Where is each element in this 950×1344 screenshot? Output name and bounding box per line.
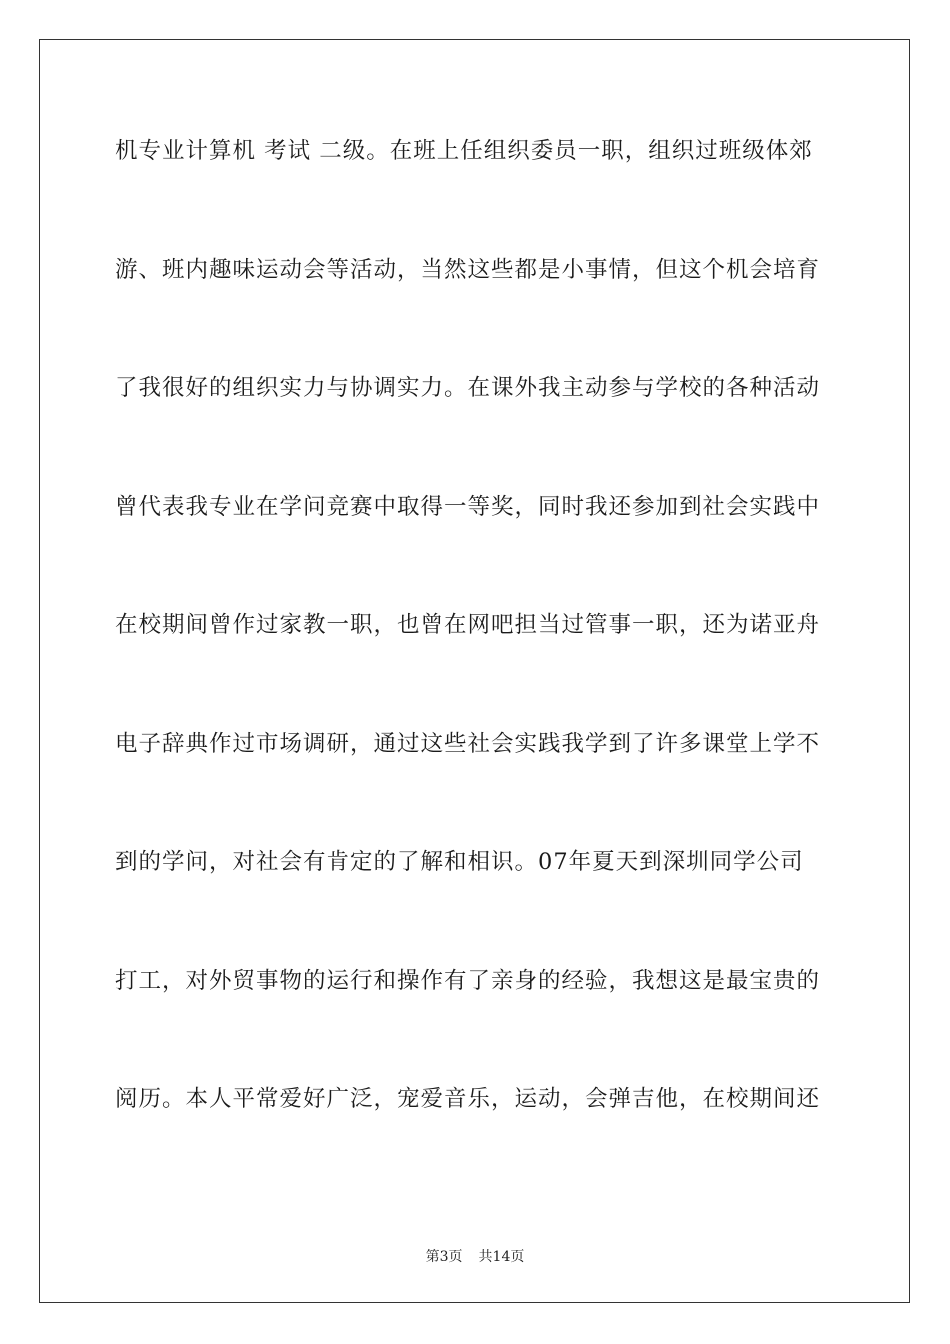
page-total: 共14页 [478,1249,525,1265]
text-line: 曾代表我专业在学问竞赛中取得一等奖，同时我还参加到社会实践中 [115,493,821,520]
text-line: 打工，对外贸事物的运行和操作有了亲身的经验，我想这是最宝贵的 [115,967,821,994]
text-line: 了我很好的组织实力与协调实力。在课外我主动参与学校的各种活动 [115,375,821,401]
text-line: 到的学问，对社会有肯定的了解和相识。07年夏天到深圳同学公司 [115,849,804,875]
document-body [115,128,835,1195]
text-line: 游、班内趣味运动会等活动，当然这些都是小事情，但这个机会培育 [115,256,821,283]
text-line: 在校期间曾作过家教一职，也曾在网吧担当过管事一职，还为诺亚舟 [115,612,821,638]
text-line: 阅历。本人平常爱好广泛，宠爱音乐，运动，会弹吉他，在校期间还 [115,1086,821,1112]
page-footer [0,1247,950,1267]
text-line: 机专业计算机 考试 二级。在班上任组织委员一职，组织过班级体郊 [115,138,813,164]
text-line: 电子辞典作过市场调研，通过这些社会实践我学到了许多课堂上学不 [115,730,821,757]
page-number: 第3页 [425,1249,463,1265]
